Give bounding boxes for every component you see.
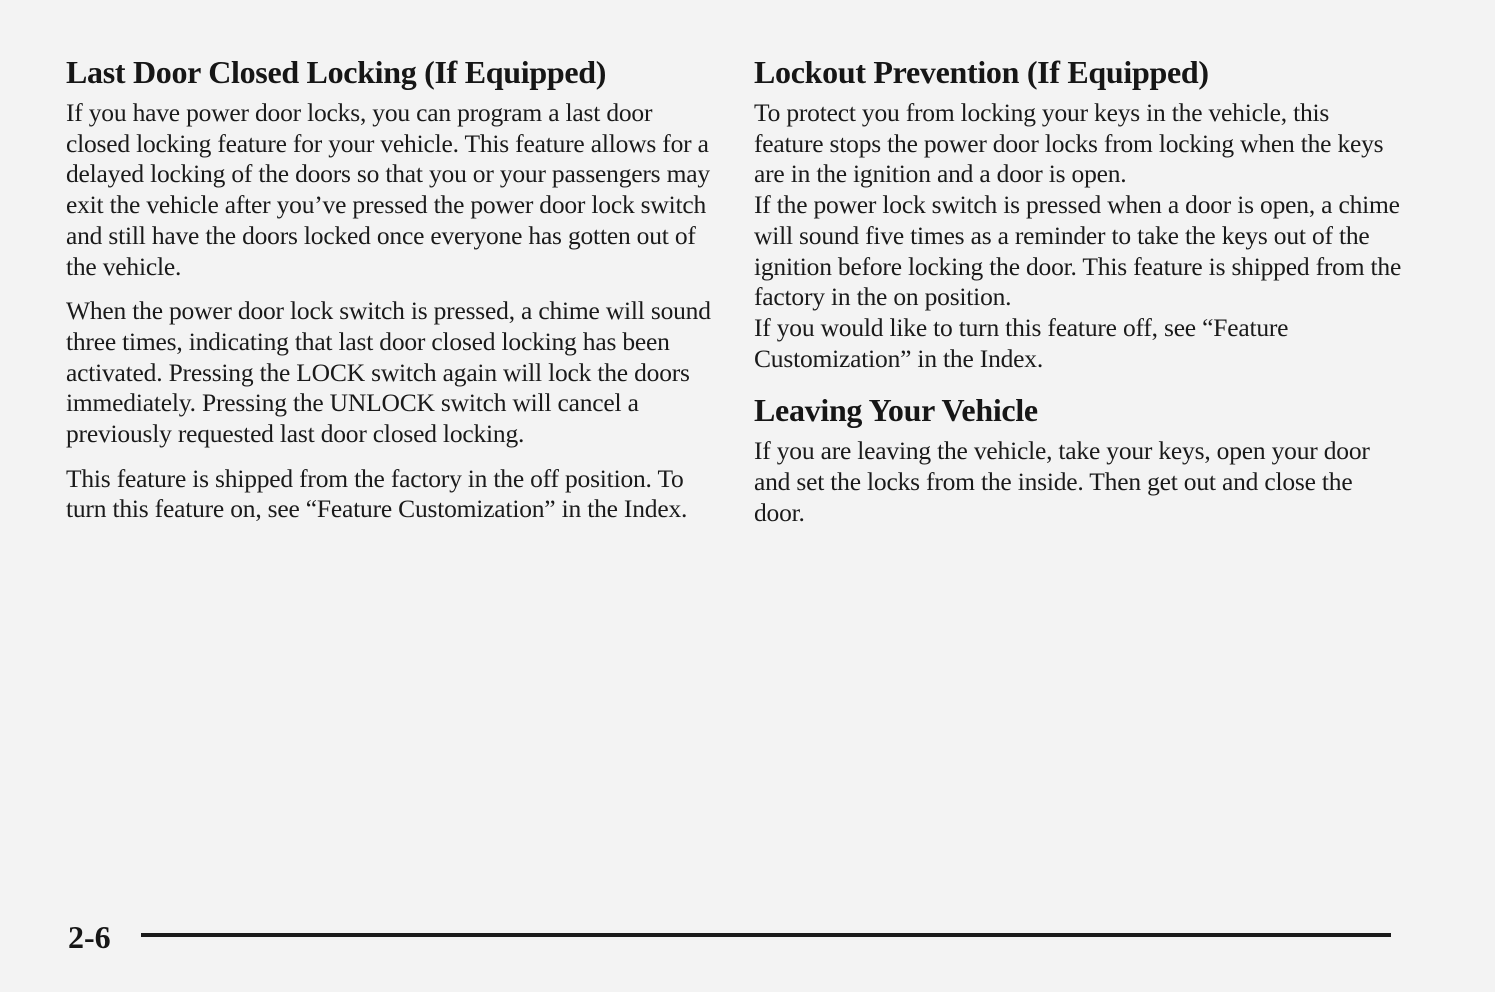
last-door-closed-locking-paragraph-3: This feature is shipped from the factory in the off position. To turn this feature on, see “Feature Customization” in the Index. xyxy=(66,463,688,524)
footer-rule xyxy=(141,933,1391,937)
right-column xyxy=(754,52,1404,542)
leaving-your-vehicle-heading: Leaving Your Vehicle xyxy=(754,392,1038,429)
last-door-closed-locking-paragraph-1: If you have power door locks, you can program a last door closed locking feature for your vehicle. This feature allows for a delayed locking of the doors so that you or your passengers may exit the vehicle after you’ve pressed the power door lock switch and still have the doors locked once everyone has gotten out of the vehicle. xyxy=(66,98,710,281)
last-door-closed-locking-heading: Last Door Closed Locking (If Equipped) xyxy=(66,54,607,90)
lockout-prevention-paragraph-2: If the power lock switch is pressed when a door is open, a chime will sound five times as a reminder to take the keys out of the ignition before locking the door. This feature is shipped from the factory in the on position. xyxy=(754,190,1402,312)
lockout-prevention-paragraph-1: To protect you from locking your keys in the vehicle, this feature stops the power door locks from locking when the keys are in the ignition and a door is open. xyxy=(754,98,1384,189)
page-number: 2-6 xyxy=(68,919,111,955)
lockout-prevention-heading: Lockout Prevention (If Equipped) xyxy=(754,54,1209,90)
left-column xyxy=(66,52,716,539)
last-door-closed-locking-paragraph-2: When the power door lock switch is pressed, a chime will sound three times, indicating that last door closed locking has been activated. Pressing the LOCK switch again will lock the doors immediately. Pressing the UNLOCK switch will cancel a previously requested last door closed locking. xyxy=(66,296,711,449)
leaving-your-vehicle-paragraph: If you are leaving the vehicle, take your keys, open your door and set the locks from the inside. Then get out and close the door. xyxy=(754,436,1370,527)
lockout-prevention-paragraph-3: If you would like to turn this feature off, see “Feature Customization” in the Index. xyxy=(754,312,1289,373)
